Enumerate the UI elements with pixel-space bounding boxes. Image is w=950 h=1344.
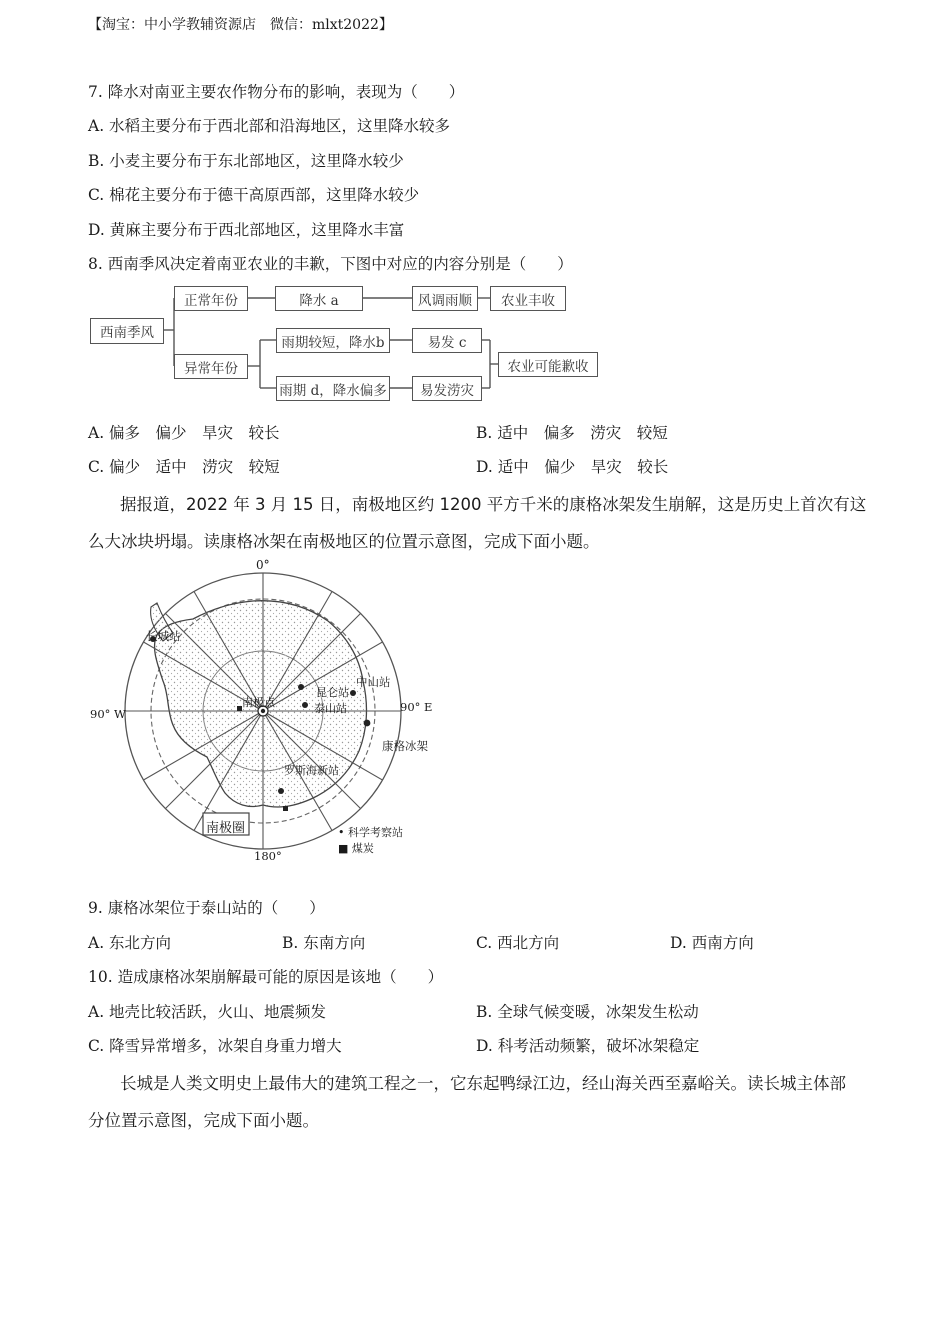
q8-stem: 8. 西南季风决定着南亚农业的丰歉，下图中对应的内容分别是（ ） [88,255,573,273]
q9-option-b[interactable]: B. 东南方向 [282,934,366,952]
q8-option-c[interactable]: C. 偏少 适中 涝灾 较短 [88,458,280,476]
box-prone-c: 易发 c [412,328,482,353]
label-conger-ice-shelf: 康格冰架 [382,739,428,753]
zhongshan-station-dot [350,690,356,696]
box-southwest-monsoon: 西南季风 [90,318,164,344]
q7-option-c[interactable]: C. 棉花主要分布于德干高原西部，这里降水较少 [88,186,420,204]
antarctica-map-svg [86,558,446,868]
q9-option-a[interactable]: A. 东北方向 [88,934,172,952]
box-normal-year: 正常年份 [174,286,248,311]
label-lon-180: 180° [254,849,282,863]
passage1-line1: 据报道，2022 年 3 月 15 日，南极地区约 1200 平方千米的康格冰架发生崩解，这是历史上首次有这 [120,495,867,514]
q7-option-a[interactable]: A. 水稻主要分布于西北部和沿海地区，这里降水较多 [88,117,451,135]
box-good-weather: 风调雨顺 [412,286,478,311]
luosihai-station-dot [278,788,284,794]
legend-station-text: 科学考察站 [348,826,403,839]
q10-option-d[interactable]: D. 科考活动频繁，破坏冰架稳定 [476,1037,700,1055]
conger-ice-shelf-dot [364,720,371,727]
label-antarctic-circle: 南极圈 [206,821,246,836]
antarctica-map [86,558,446,868]
passage2-line2: 分位置示意图，完成下面小题。 [88,1111,319,1130]
monsoon-flow-diagram [90,282,610,408]
box-flood: 易发涝灾 [412,376,482,401]
q9-option-d[interactable]: D. 西南方向 [670,934,754,952]
box-short-rain-b: 雨期较短，降水b [276,328,390,353]
q10-option-c[interactable]: C. 降雪异常增多，冰架自身重力增大 [88,1037,342,1055]
passage1-line2: 么大冰块坍塌。读康格冰架在南极地区的位置示意图，完成下面小题。 [88,532,600,551]
label-great-wall-station: 长城站 [146,629,181,643]
label-south-pole: 南极点 [242,696,275,709]
q9-stem: 9. 康格冰架位于泰山站的（ ） [88,899,325,917]
q9-option-c[interactable]: C. 西北方向 [476,934,560,952]
box-abnormal-year: 异常年份 [174,354,248,379]
label-zhongshan-station: 中山站 [356,675,391,689]
taishan-station-dot [302,702,308,708]
q10-stem: 10. 造成康格冰架崩解最可能的原因是该地（ ） [88,968,444,986]
label-kunlun-station: 昆仑站 [316,686,349,699]
q7-option-b[interactable]: B. 小麦主要分布于东北部地区，这里降水较少 [88,152,404,170]
q8-option-a[interactable]: A. 偏多 偏少 旱灾 较长 [88,424,280,442]
box-harvest: 农业丰收 [490,286,566,311]
q7-stem: 7. 降水对南亚主要农作物分布的影响，表现为（ ） [88,83,465,101]
q10-option-a[interactable]: A. 地壳比较活跃，火山、地震频发 [88,1003,327,1021]
box-rain-a: 降水 a [275,286,363,311]
coal-marker-2 [283,806,288,811]
box-long-rain-d: 雨期 d，降水偏多 [276,376,390,401]
box-bad-harvest: 农业可能歉收 [498,352,598,377]
q7-option-d[interactable]: D. 黄麻主要分布于西北部地区，这里降水丰富 [88,221,405,239]
legend-coal-text: 煤炭 [351,842,374,855]
label-lon-90e: 90° E [400,700,433,714]
q8-option-d[interactable]: D. 适中 偏少 旱灾 较长 [476,458,669,476]
label-lon-90w: 90° W [90,707,126,721]
q10-option-b[interactable]: B. 全球气候变暖，冰架发生松动 [476,1003,699,1021]
page-header: 【淘宝：中小学教辅资源店 微信：mlxt2022】 [88,17,393,33]
label-luosihai-station: 罗斯海新站 [284,764,339,777]
passage2-line1: 长城是人类文明史上最伟大的建筑工程之一，它东起鸭绿江边，经山海关西至嘉峪关。读长城主体部 [120,1074,846,1093]
kunlun-station-dot [298,684,304,690]
label-lon-0: 0° [256,558,270,572]
label-taishan-station: 泰山站 [314,702,347,715]
legend-station: • 科学考察站 [338,826,403,839]
q8-option-b[interactable]: B. 适中 偏多 涝灾 较短 [476,424,668,442]
legend-coal: ■ 煤炭 [338,842,374,855]
